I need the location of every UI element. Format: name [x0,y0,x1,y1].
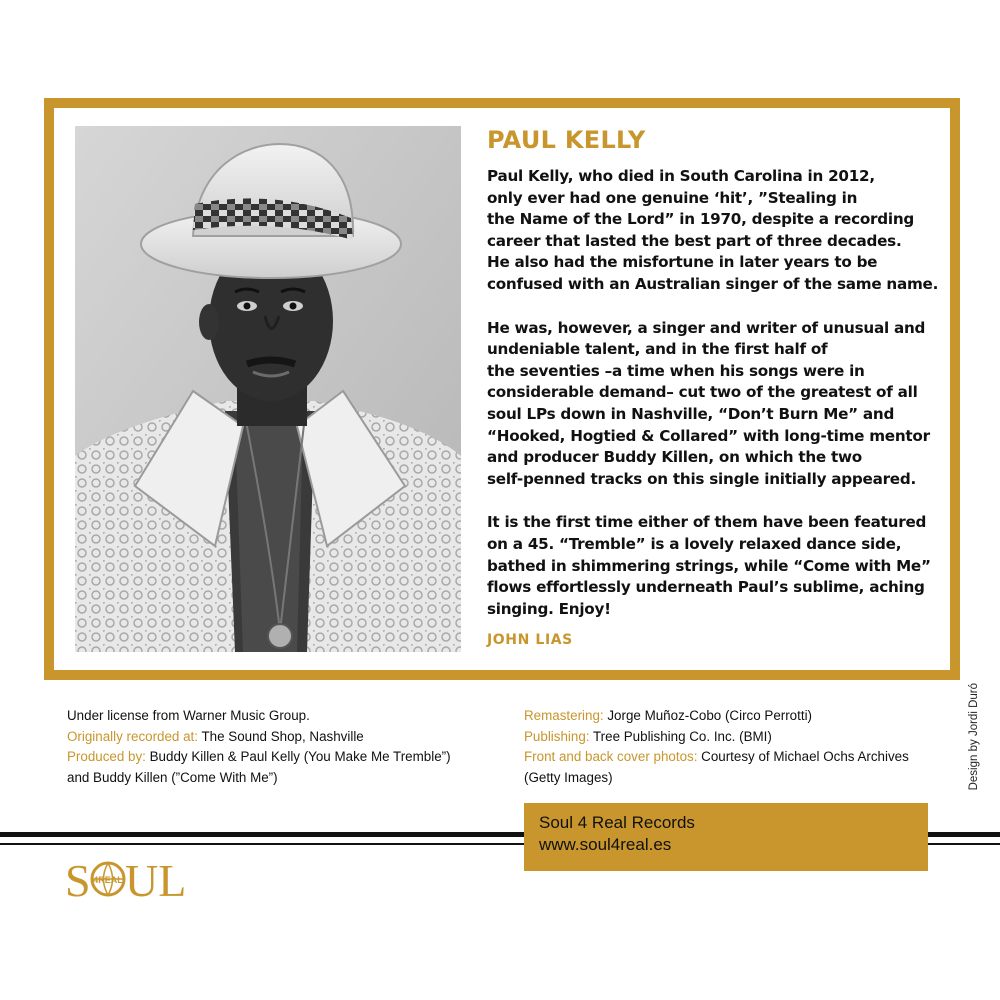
produced-label: Produced by: [67,749,146,764]
logo-letter-s: S [65,855,91,906]
publishing-line [524,727,954,748]
produced-value: Buddy Killen & Paul Kelly (You Make Me Tremble”) [145,749,451,764]
remastering-line [524,706,954,727]
logo-center-text: 4REAL [93,875,123,885]
article-paragraph-3: It is the first time either of them have been featured on a 45. “Tremble” is a lovely relaxed dance side, bathed in shimmering strings, while “Come with Me” flows effortlessly underneath Paul’s sublime, aching singing. Enjoy! [487,513,931,618]
logo-letters-ul: UL [125,855,187,906]
remastering-label: Remastering: [524,708,604,723]
photos-line-2: (Getty Images) [524,769,613,785]
produced-line [67,747,487,768]
recorded-label: Originally recorded at: [67,728,198,744]
article-author: JOHN LIAS [487,632,573,649]
artist-photo-illustration [75,126,461,652]
publishing-label: Publishing: [524,728,590,744]
label-url[interactable]: www.soul4real.es [539,835,672,854]
recorded-value: The Sound Shop, Nashville [198,728,364,744]
produced-line-2: and Buddy Killen (”Come With Me”) [67,769,278,785]
article-paragraph-1: Paul Kelly, who died in South Carolina in 2012, only ever had one genuine ‘hit’, ”Stealing in the Name of the Lord” in 1970, despite a recording career that lasted the best part of three decades. He also had the misfortune in later years to be confused with an Australian singer of the same name. [487,167,939,293]
label-box [524,803,928,871]
photos-value: Courtesy of Michael Ochs Archives [697,749,909,764]
credits-left [67,706,487,788]
article-paragraph-2: He was, however, a singer and writer of unusual and undeniable talent, and in the first half of the seventies –a time when his songs were in considerable demand– cut two of the greatest of all soul LPs down in Nashville, “Don’t Burn Me” and “Hooked, Hogtied & Collared” with long-time mentor and producer Buddy Killen, on which the two self-penned tracks on this single initially appeared. [487,318,930,488]
soul-4-real-logo [65,852,187,906]
article-title: PAUL KELLY [487,126,646,154]
recorded-line [67,727,487,748]
credits-right [524,706,954,788]
photos-label: Front and back cover photos: [524,749,698,764]
design-credit-text: Design by Jordi Duró [968,683,980,791]
remastering-value: Jorge Muñoz-Cobo (Circo Perrotti) [603,708,813,723]
license-line: Under license from Warner Music Group. [67,708,310,723]
artist-photo [75,126,461,652]
design-credit [966,683,984,803]
label-name: Soul 4 Real Records [539,813,695,832]
article-text [487,126,939,648]
publishing-value: Tree Publishing Co. Inc. (BMI) [589,728,772,744]
photos-line [524,747,954,768]
